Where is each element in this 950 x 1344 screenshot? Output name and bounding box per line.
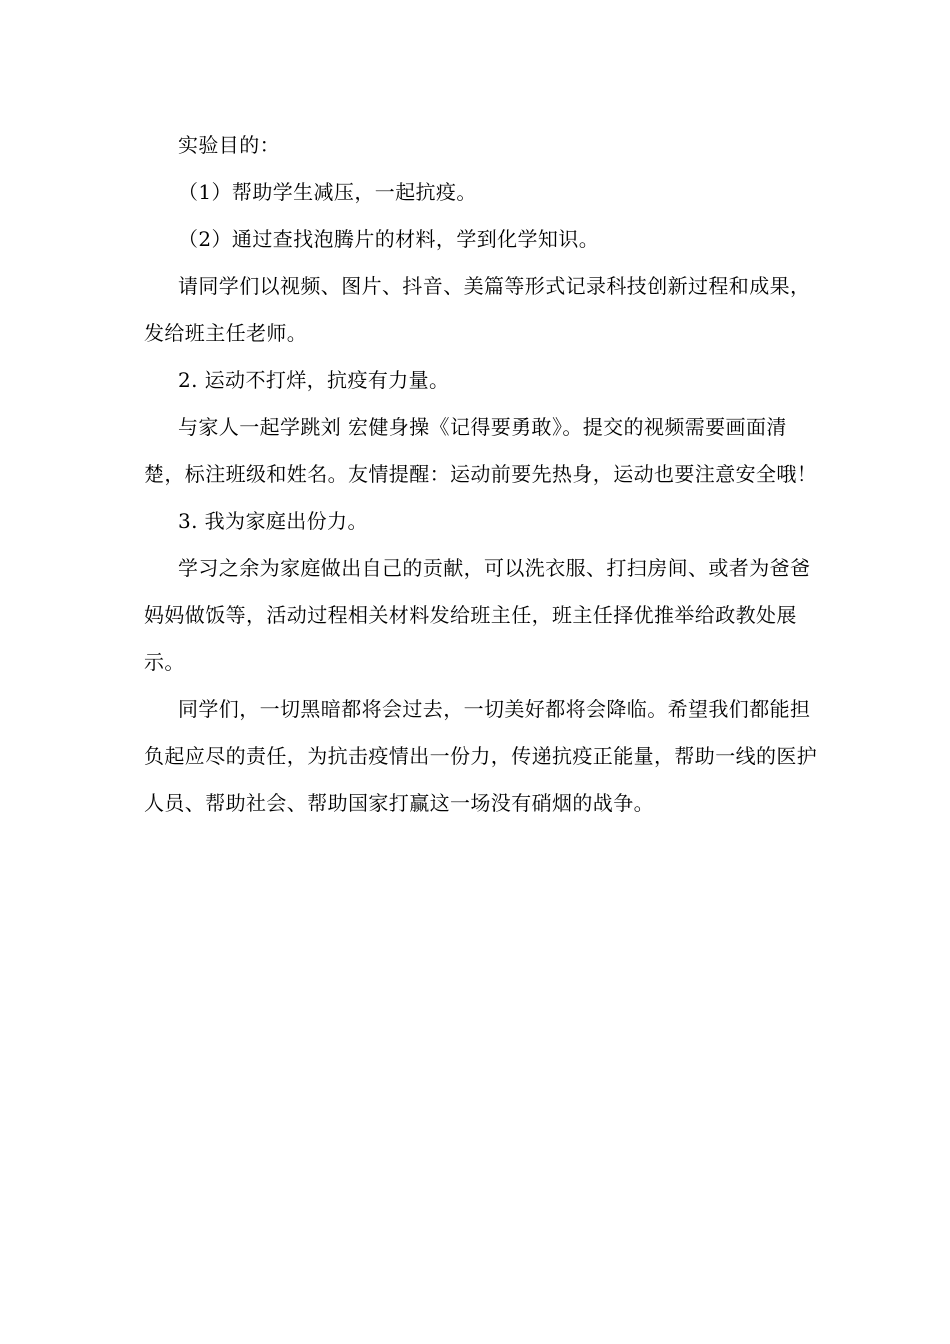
purpose-item-1: （1）帮助学生减压，一起抗疫。 (178, 180, 477, 204)
document-body (144, 122, 824, 827)
section-3-heading: 3. 我为家庭出份力。 (178, 509, 368, 533)
record-instruction-paragraph: 请同学们以视频、图片、抖音、美篇等形式记录科技创新过程和成果，发给班主任老师。 (144, 274, 811, 345)
exercise-paragraph: 与家人一起学跳刘 宏健身操《记得要勇敢》。提交的视频需要画面清楚，标注班级和姓名。友情提醒：运动前要先热身，运动也要注意安全哦！ (144, 415, 818, 486)
section-2-heading: 2. 运动不打烊，抗疫有力量。 (178, 368, 450, 392)
closing-paragraph: 同学们，一切黑暗都将会过去，一切美好都将会降临。希望我们都能担负起应尽的责任，为抗击疫情出一份力，传递抗疫正能量，帮助一线的医护人员、帮助社会、帮助国家打赢这一场没有硝烟的战争。 (144, 697, 818, 815)
experiment-purpose-heading: 实验目的： (178, 133, 280, 157)
family-contribution-paragraph: 学习之余为家庭做出自己的贡献，可以洗衣服、打扫房间、或者为爸爸妈妈做饭等，活动过程相关材料发给班主任，班主任择优推举给政教处展示。 (144, 556, 811, 674)
purpose-item-2: （2）通过查找泡腾片的材料，学到化学知识。 (178, 227, 600, 251)
